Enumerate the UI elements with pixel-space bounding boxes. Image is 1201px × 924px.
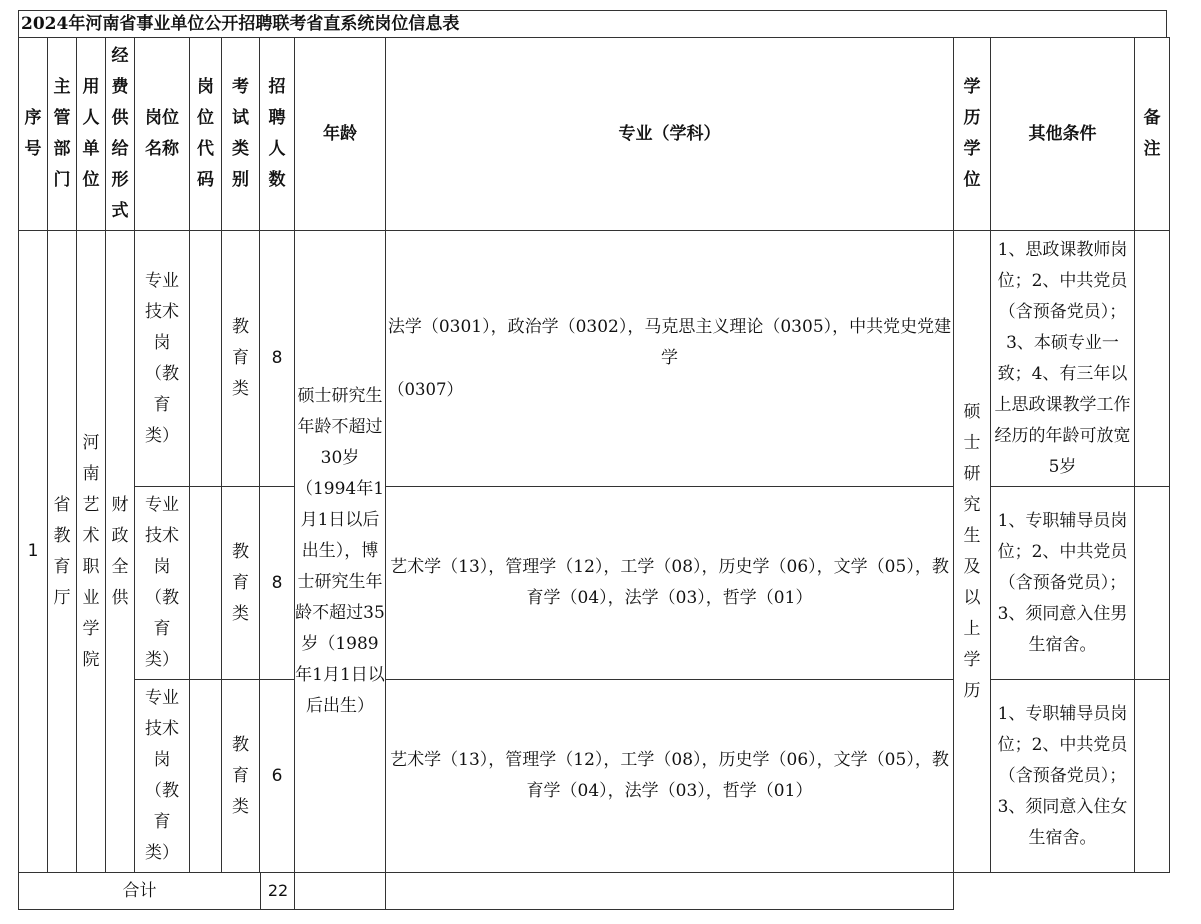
header-dept: 主管部门	[48, 38, 77, 231]
cell-funding: 财政全供	[106, 231, 135, 873]
header-degree: 学历学位	[954, 38, 991, 231]
header-seq: 序号	[19, 38, 48, 231]
cell-major	[386, 680, 954, 873]
header-count: 招聘人数	[260, 38, 295, 231]
total-label: 合计	[122, 881, 157, 901]
header-row	[19, 38, 1170, 231]
cell-remark	[1135, 680, 1170, 873]
total-blank	[954, 873, 1170, 910]
cell-exam-type: 教育类	[222, 680, 260, 873]
cell-age: 硕士研究生年龄不超过30岁（1994年1月1日以后出生），博士研究生年龄不超过35岁（1989年1月1日以后出生）	[295, 231, 386, 873]
header-major: 专业（学科）	[386, 38, 954, 231]
table-row	[19, 680, 1170, 873]
cell-count: 8	[260, 231, 295, 487]
cell-other: 1、专职辅导员岗位；2、中共党员（含预备党员）；3、须同意入住男生宿舍。	[991, 487, 1135, 680]
cell-other: 1、思政课教师岗位；2、中共党员（含预备党员）；3、本硕专业一致；4、有三年以上思政课教学工作经历的年龄可放宽5岁	[991, 231, 1135, 487]
cell-seq: 1	[19, 231, 48, 873]
cell-post-name: 专业技术岗（教育类）	[135, 680, 190, 873]
total-major-cell	[386, 873, 954, 910]
cell-count: 8	[260, 487, 295, 680]
header-unit: 用人单位	[77, 38, 106, 231]
cell-post-code	[190, 680, 222, 873]
header-remark: 备注	[1135, 38, 1170, 231]
cell-count: 6	[260, 680, 295, 873]
cell-degree: 硕士研究生及以上学历	[954, 231, 991, 873]
header-post-name: 岗位名称	[135, 38, 190, 231]
total-age-cell	[295, 873, 386, 910]
job-info-table	[18, 37, 1170, 910]
cell-exam-type: 教育类	[222, 231, 260, 487]
cell-remark	[1135, 487, 1170, 680]
cell-dept: 省教育厅	[48, 231, 77, 873]
cell-exam-type: 教育类	[222, 487, 260, 680]
major-text: 法学（0301），政治学（0302），马克思主义理论（0305），中共党史党建学	[387, 316, 952, 368]
cell-major	[386, 231, 954, 487]
cell-remark	[1135, 231, 1170, 487]
cell-post-code	[190, 487, 222, 680]
header-age: 年龄	[295, 38, 386, 231]
header-other: 其他条件	[991, 38, 1135, 231]
table-row	[19, 231, 1170, 487]
cell-post-name: 专业技术岗（教育类）	[135, 487, 190, 680]
header-post-code: 岗位代码	[190, 38, 222, 231]
table-title: 2024年河南省事业单位公开招聘联考省直系统岗位信息表	[18, 10, 1167, 38]
major-text: 艺术学（13），管理学（12），工学（08），历史学（06），文学（05），教育学（04），法学（03），哲学（01）	[390, 557, 949, 608]
total-count: 22	[260, 873, 295, 909]
cell-other: 1、专职辅导员岗位；2、中共党员（含预备党员）；3、须同意入住女生宿舍。	[991, 680, 1135, 873]
cell-unit: 河南艺术职业学院	[77, 231, 106, 873]
major-text-cont: （0307）	[388, 379, 463, 399]
total-label-cell	[19, 873, 295, 910]
header-funding: 经费供给形式	[106, 38, 135, 231]
table-row	[19, 487, 1170, 680]
major-text: 艺术学（13），管理学（12），工学（08），历史学（06），文学（05），教育学（04），法学（03），哲学（01）	[390, 750, 949, 801]
cell-major	[386, 487, 954, 680]
cell-post-code	[190, 231, 222, 487]
cell-post-name: 专业技术岗（教育类）	[135, 231, 190, 487]
header-exam-type: 考试类别	[222, 38, 260, 231]
total-row	[19, 873, 1170, 910]
